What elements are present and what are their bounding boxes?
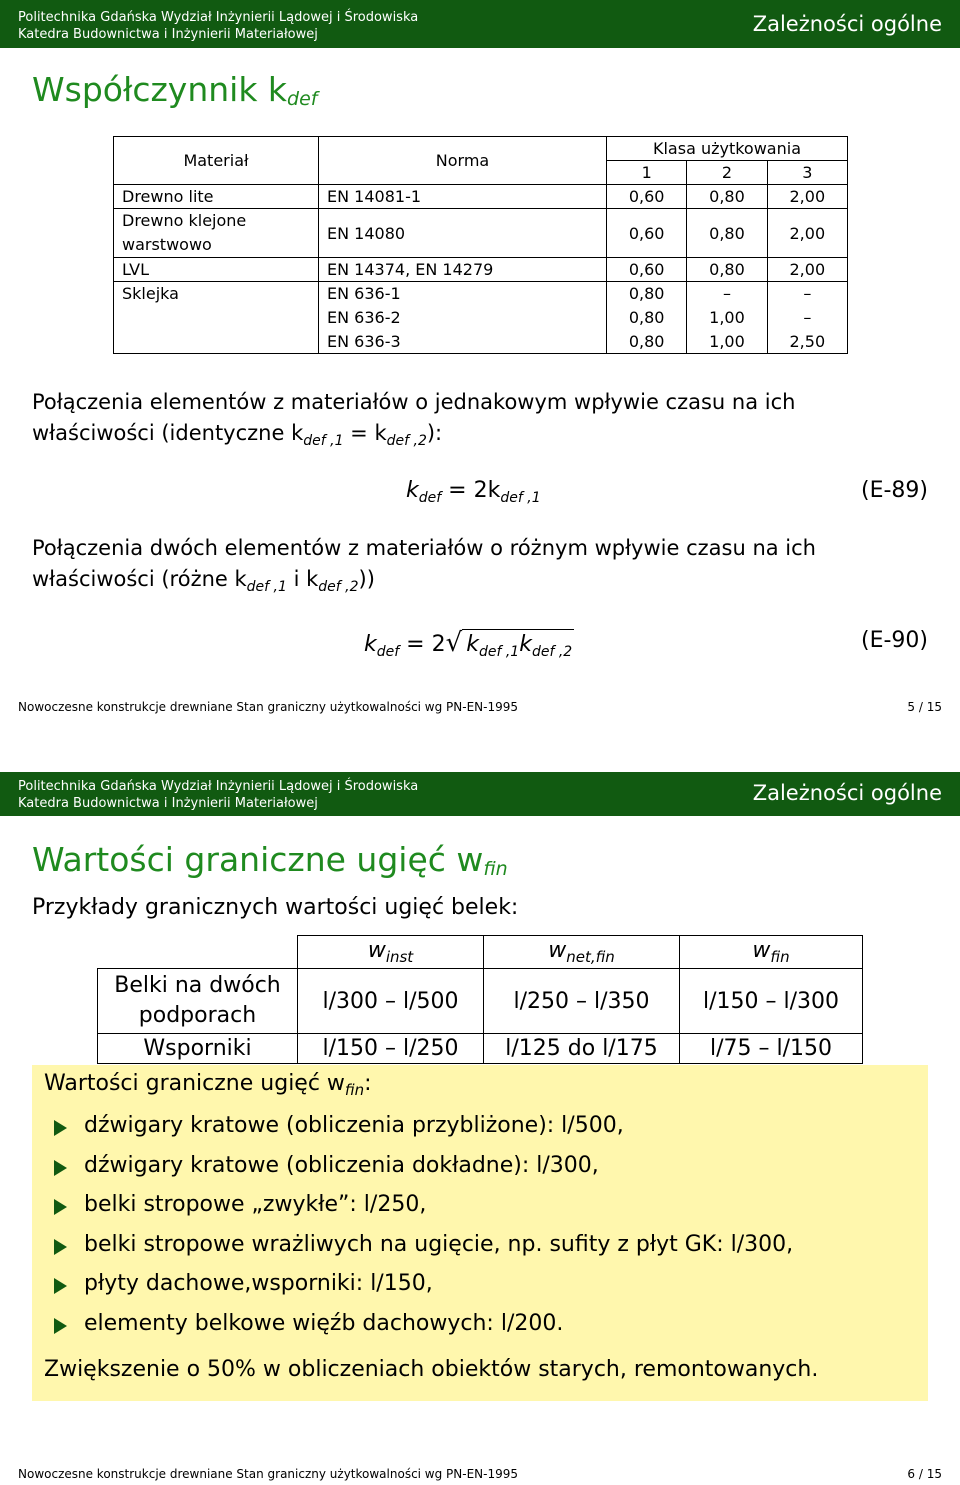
equation-e90 <box>364 628 574 660</box>
title-subscript: fin <box>483 858 508 880</box>
header-material: Materiał <box>114 137 319 185</box>
page-number: 6 / 15 <box>907 1467 942 1481</box>
cell-value: – <box>767 306 847 330</box>
subscript: fin <box>344 1081 365 1099</box>
row-label-line-2: podporach <box>138 1003 257 1028</box>
sqrt-content <box>462 629 574 660</box>
triangle-bullet-icon <box>54 1199 67 1215</box>
slide-header <box>0 0 960 48</box>
kdef-table <box>113 136 848 354</box>
page-number: 5 / 15 <box>907 700 942 714</box>
paragraph-line <box>32 418 795 457</box>
table-row <box>114 330 848 354</box>
cell-material <box>114 330 319 354</box>
cell-value: 2,00 <box>767 185 847 209</box>
triangle-bullet-icon <box>54 1318 67 1334</box>
cell-value: 0,80 <box>687 258 767 282</box>
eq-k: k <box>406 478 419 503</box>
table-row <box>114 258 848 282</box>
cell-value: 0,80 <box>687 209 767 258</box>
table-row <box>114 306 848 330</box>
section-title: Zależności ogólne <box>752 781 942 805</box>
list-item <box>54 1153 793 1193</box>
cell-value: – <box>767 282 847 306</box>
cell-value: 0,80 <box>607 282 687 306</box>
class-3: 3 <box>767 161 847 185</box>
header-w: w <box>752 938 771 963</box>
list-item <box>54 1311 793 1351</box>
cell-value: l/150 – l/250 <box>298 1034 484 1064</box>
cell-value: 1,00 <box>687 330 767 354</box>
cell-value: 1,00 <box>687 306 767 330</box>
header-w: w <box>548 938 567 963</box>
list-item <box>54 1232 793 1272</box>
text-run: i k <box>286 567 319 591</box>
equation-e89 <box>406 478 541 506</box>
list-item-text: dźwigary kratowe (obliczenia przybliżone): l/500, <box>84 1113 624 1138</box>
table-row <box>114 209 848 258</box>
text-run: właściwości (identyczne k <box>32 421 304 445</box>
subscript: def ,2 <box>531 644 573 660</box>
subscript: inst <box>385 948 414 966</box>
list-item <box>54 1192 793 1232</box>
text-run: ): <box>426 421 443 445</box>
cell-value: l/150 – l/300 <box>680 969 863 1034</box>
cell-norm: EN 636-1 <box>319 282 607 306</box>
paragraph-different-material <box>32 533 816 603</box>
cell-norm: EN 636-2 <box>319 306 607 330</box>
cell-value: – <box>687 282 767 306</box>
title-subscript: def <box>287 88 318 110</box>
list-item-text: belki stropowe wrażliwych na ugięcie, np. sufity z płyt GK: l/300, <box>84 1231 794 1257</box>
text-run: : <box>364 1071 372 1096</box>
header-class: Klasa użytkowania <box>607 137 848 161</box>
cell-material: Drewno lite <box>114 185 319 209</box>
table-header-row <box>98 936 863 969</box>
eq-k: k <box>519 632 532 657</box>
text-run: właściwości (różne k <box>32 567 247 591</box>
paragraph-line <box>32 564 816 603</box>
slide-footer: Nowoczesne konstrukcje drewniane Stan graniczny użytkowalności wg PN-EN-1995 <box>18 1467 519 1481</box>
list-item <box>54 1271 793 1311</box>
header-w-fin <box>680 936 863 969</box>
slide-header <box>0 772 960 816</box>
cell-norm: EN 14081-1 <box>319 185 607 209</box>
cell-material <box>114 209 319 258</box>
triangle-bullet-icon <box>54 1239 67 1255</box>
deflection-table <box>97 935 863 1064</box>
cell-value: 0,60 <box>607 209 687 258</box>
text-run: )) <box>358 567 375 591</box>
table-row <box>114 185 848 209</box>
header-w-net-fin <box>484 936 680 969</box>
institution-line-2: Katedra Budownictwa i Inżynierii Materiałowej <box>18 27 318 42</box>
slide-footer: Nowoczesne konstrukcje drewniane Stan graniczny użytkowalności wg PN-EN-1995 <box>18 700 519 714</box>
cell-value: 0,60 <box>607 258 687 282</box>
triangle-bullet-icon <box>54 1278 67 1294</box>
table-header-row <box>114 137 848 161</box>
institution-line-1: Politechnika Gdańska Wydział Inżynierii Lądowej i Środowiska <box>18 10 419 25</box>
eq-text: = 2 <box>399 632 446 657</box>
eq-k: k <box>466 632 479 657</box>
bullet-list <box>54 1113 793 1350</box>
institution-name <box>18 778 418 812</box>
cell-norm: EN 636-3 <box>319 330 607 354</box>
row-label-line-1: Belki na dwóch <box>114 973 281 998</box>
subscript: net,fin <box>566 948 615 966</box>
title-text: Wartości graniczne ugięć w <box>32 840 484 879</box>
cell-value: l/75 – l/150 <box>680 1034 863 1064</box>
cell-material-line-2: warstwowo <box>122 235 212 254</box>
class-2: 2 <box>687 161 767 185</box>
cell-material: LVL <box>114 258 319 282</box>
cell-value: 2,00 <box>767 258 847 282</box>
list-item-text: elementy belkowe więźb dachowych: l/200. <box>84 1310 564 1336</box>
paragraph-line: Połączenia elementów z materiałów o jednakowym wpływie czasu na ich <box>32 390 796 414</box>
eq-k: k <box>364 632 377 657</box>
list-item-text: dźwigary kratowe (obliczenia dokładne): l/300, <box>84 1152 599 1178</box>
institution-name <box>18 9 418 43</box>
block-note: Zwiększenie o 50% w obliczeniach obiektów starych, remontowanych. <box>44 1357 819 1382</box>
triangle-bullet-icon <box>54 1120 67 1136</box>
institution-line-2: Katedra Budownictwa i Inżynierii Materiałowej <box>18 796 318 811</box>
header-w-inst <box>298 936 484 969</box>
subscript: def ,1 <box>478 644 520 660</box>
subscript: def <box>418 490 442 506</box>
cell-norm: EN 14374, EN 14279 <box>319 258 607 282</box>
frame-title <box>32 840 508 880</box>
cell-value: 0,60 <box>607 185 687 209</box>
cell-value: l/125 do l/175 <box>484 1034 680 1064</box>
deflection-limits-block <box>32 1065 928 1401</box>
slide-5 <box>0 0 960 730</box>
block-label <box>44 1071 372 1099</box>
cell-value: 2,00 <box>767 209 847 258</box>
intro-text: Przykłady granicznych wartości ugięć belek: <box>32 895 519 920</box>
cell-material: Sklejka <box>114 282 319 306</box>
cell-value: 2,50 <box>767 330 847 354</box>
cell-value: 0,80 <box>607 330 687 354</box>
paragraph-line: Połączenia dwóch elementów z materiałów o różnym wpływie czasu na ich <box>32 536 816 560</box>
subscript: fin <box>770 948 790 966</box>
header-norm: Norma <box>319 137 607 185</box>
paragraph-same-material <box>32 387 795 457</box>
text-run: = k <box>343 421 387 445</box>
title-text: Współczynnik k <box>32 70 288 109</box>
section-title: Zależności ogólne <box>752 12 942 36</box>
empty-corner <box>98 936 298 969</box>
subscript: def ,1 <box>303 433 344 449</box>
row-label: Wsporniki <box>98 1034 298 1064</box>
cell-value: l/300 – l/500 <box>298 969 484 1034</box>
header-w: w <box>367 938 386 963</box>
cell-norm: EN 14080 <box>319 209 607 258</box>
table-row <box>98 969 863 1034</box>
equation-number: (E-89) <box>861 478 928 503</box>
subscript: def ,1 <box>246 579 287 595</box>
sqrt-sign-icon: √ <box>445 628 463 658</box>
list-item <box>54 1113 793 1153</box>
list-item-text: płyty dachowe,wsporniki: l/150, <box>84 1271 433 1296</box>
eq-text: = 2k <box>441 478 501 503</box>
subscript: def <box>376 644 400 660</box>
subscript: def ,2 <box>318 579 359 595</box>
subscript: def ,2 <box>386 433 427 449</box>
table-row <box>114 282 848 306</box>
text-run: Wartości graniczne ugięć w <box>44 1071 345 1096</box>
cell-value: 0,80 <box>607 306 687 330</box>
cell-value: 0,80 <box>687 185 767 209</box>
equation-number: (E-90) <box>861 628 928 653</box>
subscript: def ,1 <box>500 490 541 506</box>
class-1: 1 <box>607 161 687 185</box>
triangle-bullet-icon <box>54 1160 67 1176</box>
list-item-text: belki stropowe „zwykłe”: l/250, <box>84 1192 427 1217</box>
row-label <box>98 969 298 1034</box>
cell-material-line-1: Drewno klejone <box>122 211 247 230</box>
cell-value: l/250 – l/350 <box>484 969 680 1034</box>
institution-line-1: Politechnika Gdańska Wydział Inżynierii Lądowej i Środowiska <box>18 779 419 794</box>
frame-title <box>32 70 318 110</box>
table-row <box>98 1034 863 1064</box>
cell-material <box>114 306 319 330</box>
slide-6 <box>0 772 960 1485</box>
